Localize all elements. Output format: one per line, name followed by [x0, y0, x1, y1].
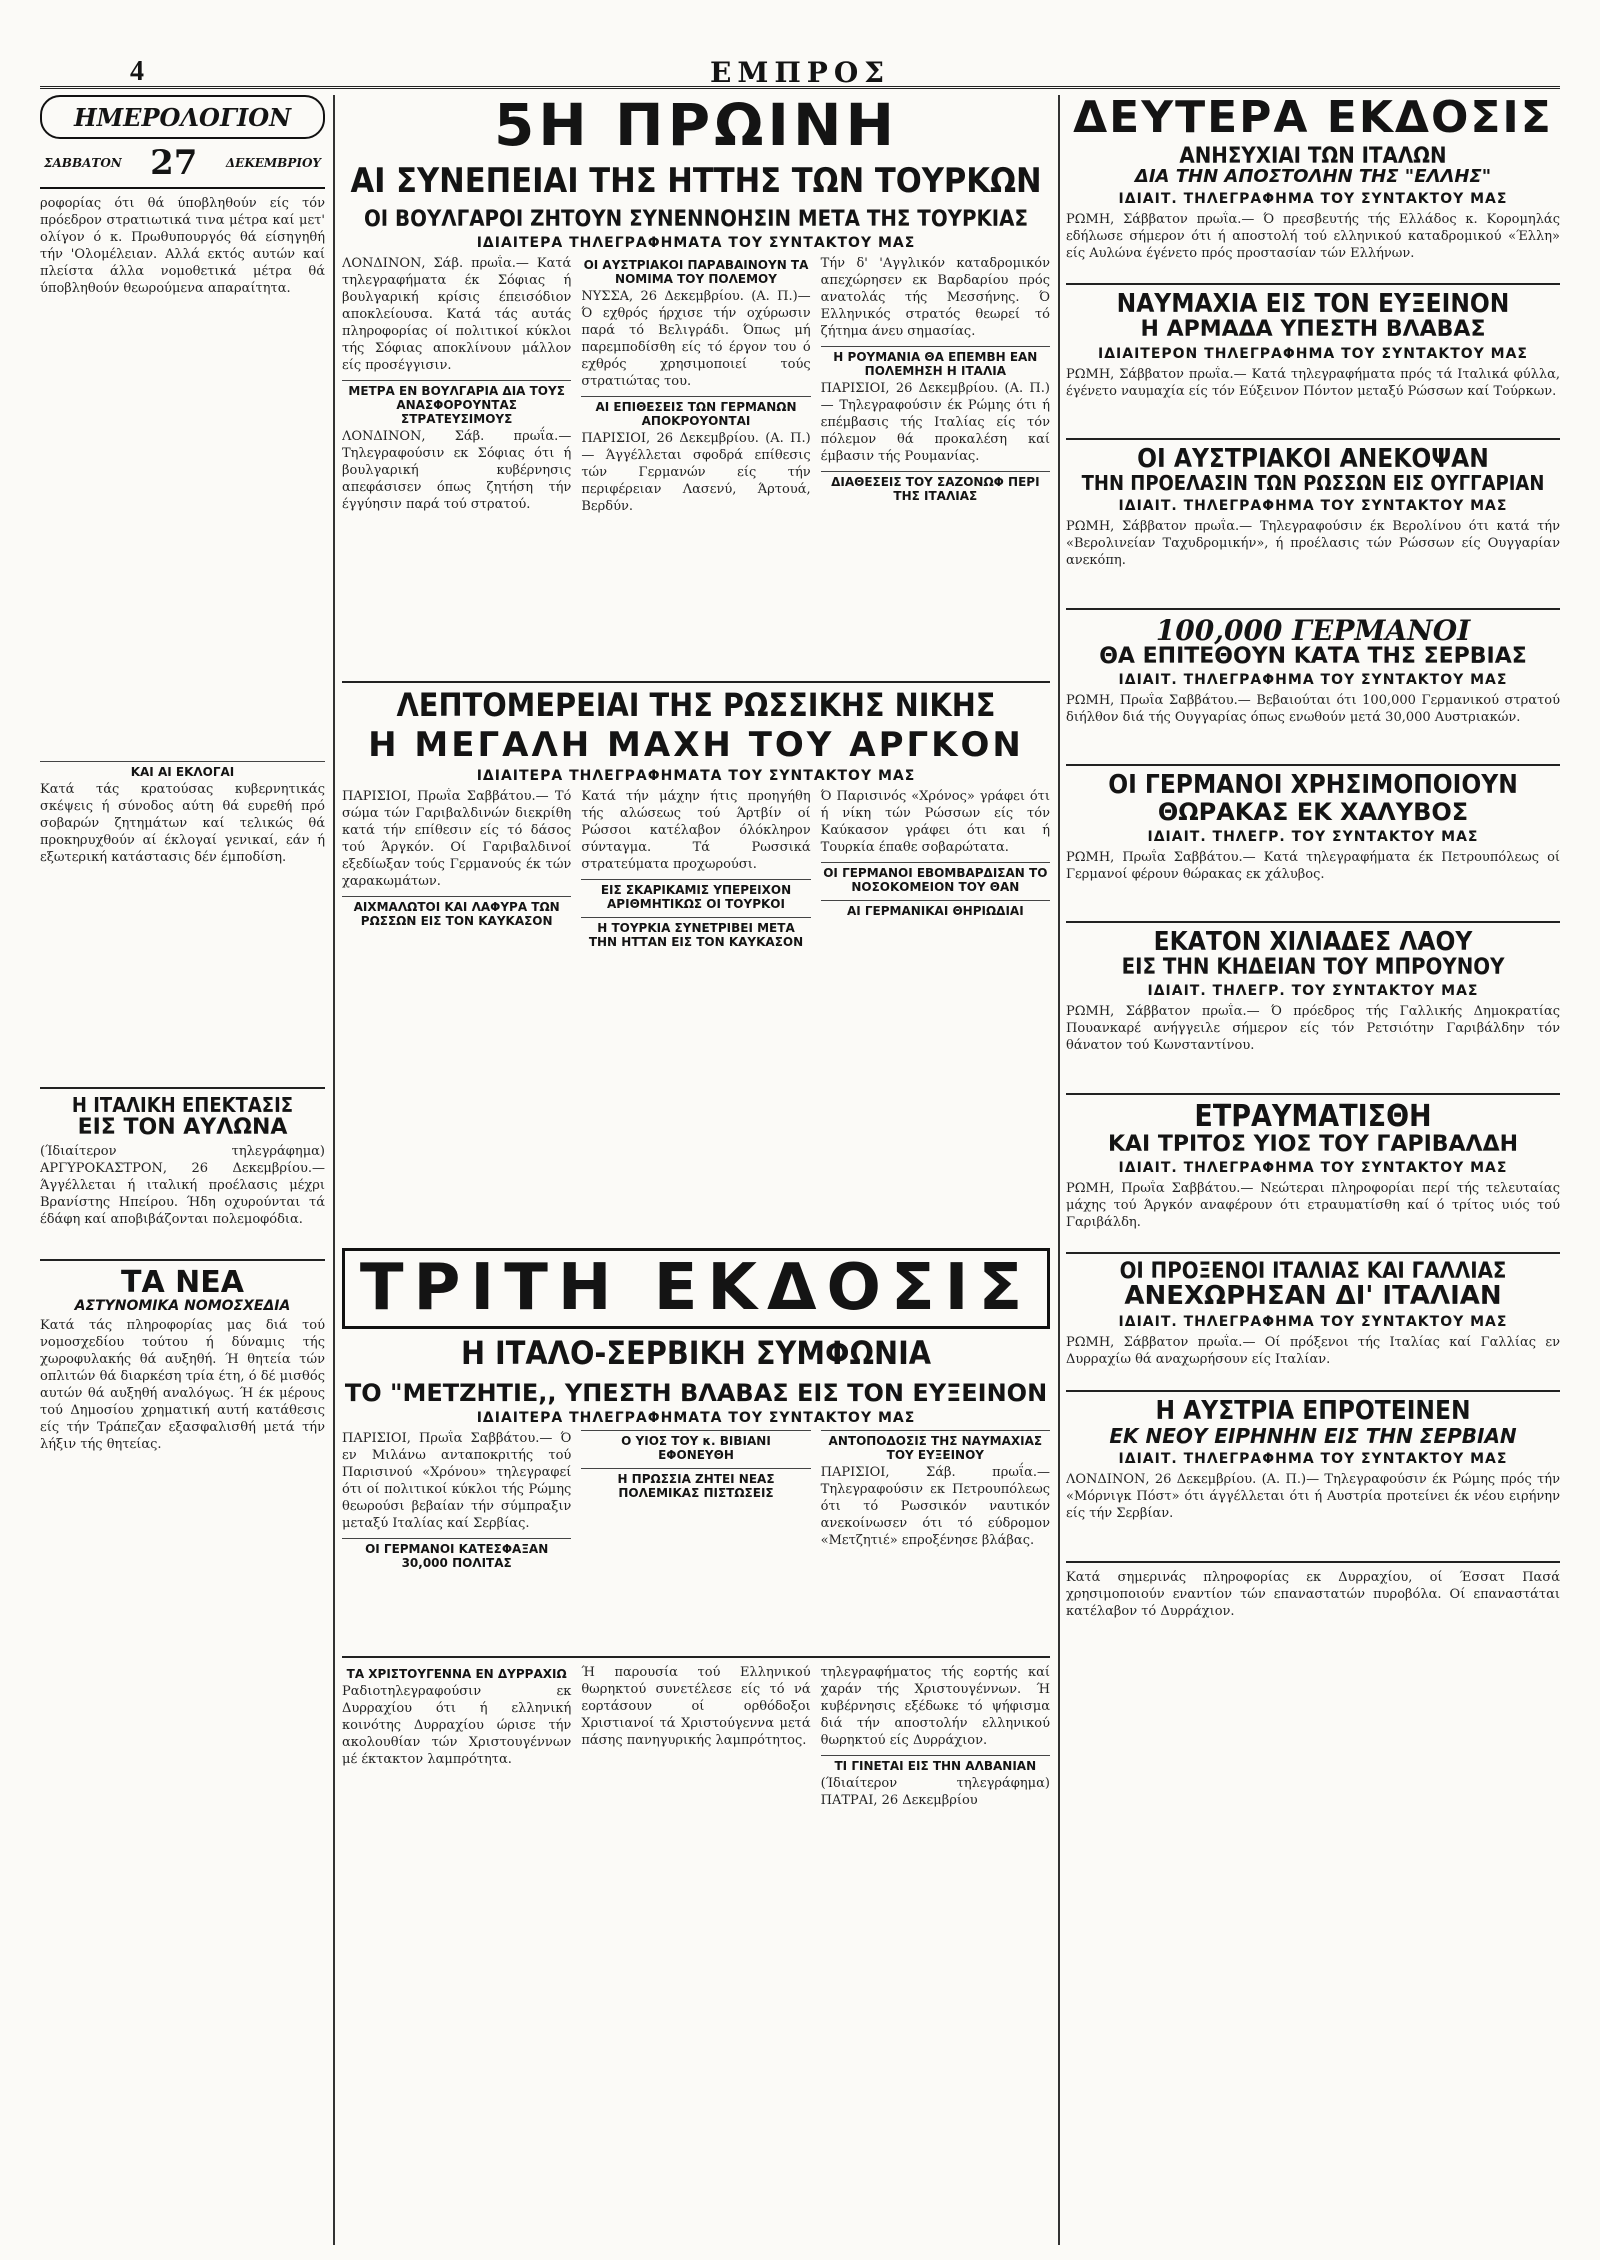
- third-edition-banner: [342, 1248, 1050, 1329]
- kicker: ΙΔΙΑΙΤ. ΤΗΛΕΓΡΑΦΗΜΑ ΤΟΥ ΣΥΝΤΑΚΤΟΥ ΜΑΣ: [1118, 672, 1508, 689]
- article-columns: [342, 1664, 1050, 1834]
- article-text: ροφορίας ότι θά ύποβληθούν είς τόν πρόεδρον στρατιωτικά τινα μέτρα καί μετ' ολίγον ό κ. Πρωθυπουργός θά είσηγηθή τήν 'Ολομέλειαν. Αλλά εκτός αυτών καί πλείστα άλλα νομοθετικά μέτρα θά ύποβληθούν θεωρούμενα απαραίτητα.: [40, 196, 325, 296]
- article-text: Κατά τάς κρατούσας κυβερνητικάς σκέψεις ή σύνοδος αύτη θά ευρεθή πρό σοβαρών ζητημάτων καί τελικώς θά προκηρυχθούν αί έκλογαί γενικαί, εάν ή εξωτερική κατάστασις δέν έμποδίση.: [40, 782, 325, 865]
- kicker: ΙΔΙΑΙΤ. ΤΗΛΕΓΡΑΦΗΜΑ ΤΟΥ ΣΥΝΤΑΚΤΟΥ ΜΑΣ: [1118, 1314, 1508, 1331]
- article-column: [581, 1430, 810, 1650]
- article-subheading: Ο ΥΙΟΣ ΤΟΥ κ. ΒΙΒΙΑΝΙ ΕΦΟΝΕΥΘΗ: [581, 1430, 810, 1462]
- article-subheading: Η ΤΟΥΡΚΙΑ ΣΥΝΕΤΡΙΒΕΙ ΜΕΤΑ ΤΗΝ ΗΤΤΑΝ ΕΙΣ ΤΟΝ ΚΑΥΚΑΣΟΝ: [581, 917, 810, 949]
- article-headline: ΕΙΣ ΤΟΝ ΑΥΛΩΝΑ: [77, 1115, 288, 1140]
- article-text: ΡΩΜΗ, Σάββατον πρωΐα.— Τηλεγραφούσιν έκ Βερολίνου ότι κατά τήν «Βερολινείαν Ταχυδρομικήν», ή προέλασις τών Ρώσσων είς Ουγγαρίαν ανεκόπη.: [1066, 518, 1560, 568]
- article-text: ΡΩΜΗ, Πρωΐα Σαββάτου.— Κατά τηλεγραφήματα έκ Πετρουπόλεως οί Γερμανοί φέρουν θώρακας εκ χάλυβος.: [1066, 849, 1560, 882]
- article-column: [581, 1664, 810, 1834]
- kicker: ΙΔΙΑΙΤ. ΤΗΛΕΓΡ. ΤΟΥ ΣΥΝΤΑΚΤΟΥ ΜΑΣ: [1147, 983, 1479, 1000]
- edition-headline: 5Η ΠΡΩΙΝΗ: [493, 95, 899, 159]
- article-text: ΡΩΜΗ, Σάββατον πρωΐα.— Ό πρεσβευτής τής Ελλάδος κ. Κορομηλάς εδήλωσε σήμερον ότι ή αποστολή τού ελληνικού καταδρομικού «Έλλη» είς Αυλώνα έγένετο πρός προστασίαν τών Ελλήνων.: [1066, 212, 1560, 262]
- article-headline: ΕΚ ΝΕΟΥ ΕΙΡΗΝΗΝ ΕΙΣ ΤΗΝ ΣΕΡΒΙΑΝ: [1109, 1423, 1517, 1448]
- article-text: ΠΑΡΙΣΙΟΙ, 26 Δεκεμβρίου. (Α. Π.)— Άγγέλλεται σφοδρά επίθεσις τών Γερμανών είς τήν περιφέρειαν Λασενύ, Άρτουά, Βερδύν.: [581, 430, 811, 514]
- article-text: ΡΩΜΗ, Σάββατον πρωΐα.— Οί πρόξενοι τής Ιταλίας καί Γαλλίας εν Δυρραχίω θά αναχωρήσουν είς Ιταλίαν.: [1066, 1335, 1560, 1368]
- article-column: [342, 255, 571, 675]
- article-subheading: ΑΝΤΟΠΟΔΟΣΙΣ ΤΗΣ ΝΑΥΜΑΧΙΑΣ ΤΟΥ ΕΥΞΕΙΝΟΥ: [821, 1430, 1050, 1462]
- column-rule: [1058, 95, 1060, 2245]
- article-subheading: ΑΙΧΜΑΛΩΤΟΙ ΚΑΙ ΛΑΦΥΡΑ ΤΩΝ ΡΩΣΣΩΝ ΕΙΣ ΤΟΝ ΚΑΥΚΑΣΟΝ: [342, 896, 571, 928]
- article-column: [342, 1664, 571, 1834]
- article-headline: ΑΝΗΣΥΧΙΑΙ ΤΩΝ ΙΤΑΛΩΝ: [1179, 144, 1447, 170]
- article-subheading: ΑΙ ΕΠΙΘΕΣΕΙΣ ΤΩΝ ΓΕΡΜΑΝΩΝ ΑΠΟΚΡΟΥΟΝΤΑΙ: [581, 396, 810, 428]
- article-text: Κατά τήν μάχην ήτις προηγήθη τής αλώσεως τού Άρτβίν οί Ρώσσοι κατέλαβον όλόκληρον σύνταγμα. Τά Ρωσσικά στρατεύματα προχωρούσι.: [581, 788, 811, 872]
- article-headline: ΑΝΕΧΩΡΗΣΑΝ ΔΙ' ΙΤΑΛΙΑΝ: [1124, 1280, 1502, 1311]
- article-text: ΠΑΡΙΣΙΟΙ, 26 Δεκεμβρίου. (Α. Π.)— Τηλεγραφούσιν έκ Ρώμης ότι ή επέμβασις τής Ιταλίας είς τόν πόλεμον θά προκαλέση καί έμβασιν τής Ρουμανίας.: [820, 380, 1050, 464]
- edition-headline: ΔΕΥΤΕΡΑ ΕΚΔΟΣΙΣ: [1073, 95, 1553, 143]
- article-subheading: ΟΙ ΑΥΣΤΡΙΑΚΟΙ ΠΑΡΑΒΑΙΝΟΥΝ ΤΑ ΝΟΜΙΜΑ ΤΟΥ ΠΟΛΕΜΟΥ: [583, 257, 809, 286]
- article-headline: ΟΙ ΓΕΡΜΑΝΟΙ ΧΡΗΣΙΜΟΠΟΙΟΥΝ: [1108, 770, 1518, 801]
- center-column: [342, 95, 1050, 1834]
- article-headline: ΟΙ ΑΥΣΤΡΙΑΚΟΙ ΑΝΕΚΟΨΑΝ: [1137, 443, 1489, 474]
- article-text: (Ίδιαίτερον τηλεγράφημα) ΑΡΓΥΡΟΚΑΣΤΡΟΝ, 26 Δεκεμβρίου.— Άγγέλλεται ή ιταλική προέλασις μέχρι Βρανίστης Ηπείρου. Ήδη οχυρούνται τά έδάφη καί αποβιβάζονται πολεμοφόδια.: [40, 1144, 325, 1228]
- sub-headline: ΤΟ "ΜΕΤΖΗΤΙΕ,, ΥΠΕΣΤΗ ΒΛΑΒΑΣ ΕΙΣ ΤΟΝ ΕΥΞΕΙΝΟΝ: [344, 1378, 1048, 1407]
- article-text: ΛΟΝΔΙΝΟΝ, Σάβ. πρωΐα.— Τηλεγραφούσιν εκ Σόφιας ότι ή βουλγαρική κυβέρνησις απεφάσισεν όπως ζητήση τήν έγγύησιν παρά τού στρατού.: [342, 428, 572, 512]
- article-text: ΡΩΜΗ, Πρωΐα Σαββάτου.— Βεβαιούται ότι 100,000 Γερμανικού στρατού διήλθον διά τής Ουγγαρίας όπως ενωθούν μετά 30,000 Αυστριακών.: [1066, 693, 1560, 726]
- article-text: ΡΩΜΗ, Σάββατον πρωΐα.— Κατά τηλεγραφήματα πρός τά Ιταλικά φύλλα, έγένετο ναυμαχία είς τόν Εύξεινον Πόντον μεταξύ Ρώσσων καί Τούρκων.: [1066, 366, 1560, 399]
- article-subheading: ΤΙ ΓΙΝΕΤΑΙ ΕΙΣ ΤΗΝ ΑΛΒΑΝΙΑΝ: [821, 1755, 1050, 1773]
- calendar-weekday: ΣΑΒΒΑΤΟΝ: [44, 156, 122, 170]
- kicker: ΙΔΙΑΙΤ. ΤΗΛΕΓΡΑΦΗΜΑ ΤΟΥ ΣΥΝΤΑΚΤΟΥ ΜΑΣ: [1118, 191, 1508, 208]
- article-text: ΝΥΣΣΑ, 26 Δεκεμβρίου. (Α. Π.)— Ό εχθρός ήρχισε τήν οχύρωσιν παρά τό Βελιγράδι. Όπως μή παρεμποδίσθη είς τό έργον του ό εχθρός χρησιμοποιεί τούς στρατιώτας του.: [581, 288, 811, 389]
- article-text: τηλεγραφήματος τής εορτής καί χαράν τής Χριστουγέννων. Ή κυβέρνησις εξέδωκε τό ψήφισμα διά τήν αποστολήν ελληνικού θωρηκτού είς Δυρράχιον.: [820, 1664, 1050, 1748]
- article-text: Κατά σημερινάς πληροφορίας εκ Δυρραχίου, οί Έσσατ Πασά χρησιμοποιούν εναντίον τών επαναστατών πυροβόλα. Οί επαναστάται κατέλαβον τό Δυρράχιον.: [1066, 1569, 1560, 1619]
- edition-headline: ΤΡΙΤΗ ΕΚΔΟΣΙΣ: [359, 1250, 1033, 1325]
- article-headline: ΛΕΠΤΟΜΕΡΕΙΑΙ ΤΗΣ ΡΩΣΣΙΚΗΣ ΝΙΚΗΣ: [396, 685, 996, 724]
- article-column: [342, 788, 571, 1238]
- article-column: [821, 1664, 1050, 1834]
- article-subheading: ΑΙ ΓΕΡΜΑΝΙΚΑΙ ΘΗΡΙΩΔΙΑΙ: [821, 900, 1050, 918]
- article-subheading: ΔΙΑΘΕΣΕΙΣ ΤΟΥ ΣΑΖΟΝΩΦ ΠΕΡΙ ΤΗΣ ΙΤΑΛΙΑΣ: [821, 471, 1050, 503]
- kicker: ΙΔΙΑΙΤΕΡΑ ΤΗΛΕΓΡΑΦΗΜΑΤΑ ΤΟΥ ΣΥΝΤΑΚΤΟΥ ΜΑΣ: [476, 767, 916, 784]
- main-headline: Η ΙΤΑΛΟ-ΣΕΡΒΙΚΗ ΣΥΜΦΩΝΙΑ: [460, 1334, 932, 1373]
- article-column: [581, 788, 810, 1238]
- article-subheading: ΟΙ ΓΕΡΜΑΝΟΙ ΕΒΟΜΒΑΡΔΙΣΑΝ ΤΟ ΝΟΣΟΚΟΜΕΙΟΝ ΤΟΥ ΘΑΝ: [821, 862, 1050, 894]
- kicker: ΙΔΙΑΙΤ. ΤΗΛΕΓΡΑΦΗΜΑ ΤΟΥ ΣΥΝΤΑΚΤΟΥ ΜΑΣ: [1118, 1159, 1508, 1176]
- left-column: [40, 95, 325, 2217]
- article-subheading: ΜΕΤΡΑ ΕΝ ΒΟΥΛΓΑΡΙΑ ΔΙΑ ΤΟΥΣ ΑΝΑΣΦΟΡΟΥΝΤΑΣ ΣΤΡΑΤΕΥΣΙΜΟΥΣ: [342, 380, 571, 426]
- article-headline: Η ΑΥΣΤΡΙΑ ΕΠΡΟΤΕΙΝΕΝ: [1155, 1396, 1471, 1427]
- article-column: [342, 1430, 571, 1650]
- article-column: [581, 255, 810, 675]
- article-text: (Ίδιαίτερον τηλεγράφημα) ΠΑΤΡΑΙ, 26 Δεκεμβρίου: [820, 1775, 1050, 1808]
- article-headline: Η ΑΡΜΑΔΑ ΥΠΕΣΤΗ ΒΛΑΒΑΣ: [1140, 317, 1486, 343]
- kicker: ΙΔΙΑΙΤ. ΤΗΛΕΓΡ. ΤΟΥ ΣΥΝΤΑΚΤΟΥ ΜΑΣ: [1147, 828, 1479, 845]
- newspaper-title: ΕΜΠΡΟΣ: [709, 56, 891, 89]
- masthead: [40, 56, 1560, 89]
- article-headline: ΑΣΤΥΝΟΜΙΚΑ ΝΟΜΟΣΧΕΔΙΑ: [74, 1297, 291, 1314]
- article-subheading: ΕΙΣ ΣΚΑΡΙΚΑΜΙΣ ΥΠΕΡΕΙΧΟΝ ΑΡΙΘΜΗΤΙΚΩΣ ΟΙ ΤΟΥΡΚΟΙ: [581, 879, 810, 911]
- column-rule: [333, 95, 335, 2245]
- article-headline: ΔΙΑ ΤΗΝ ΑΠΟΣΤΟΛΗΝ ΤΗΣ "ΕΛΛΗΣ": [1134, 166, 1492, 188]
- right-column: [1066, 95, 1560, 1669]
- article-subheading: Η ΡΟΥΜΑΝΙΑ ΘΑ ΕΠΕΜΒΗ ΕΑΝ ΠΟΛΕΜΗΣΗ Η ΙΤΑΛΙΑ: [821, 346, 1050, 378]
- article-subheading: ΟΙ ΓΕΡΜΑΝΟΙ ΚΑΤΕΣΦΑΞΑΝ 30,000 ΠΟΛΙΤΑΣ: [342, 1538, 571, 1570]
- article-text: ΠΑΡΙΣΙΟΙ, Πρωΐα Σαββάτου.— Τό σώμα τών Γαριβαλδινών διεκρίθη κατά τήν επίθεσιν είς τό δάσος τού Άργκόν. Οί Γαριβαλδινοί εξεδίωξαν τούς Γερμανούς έκ τών χαρακωμάτων.: [342, 788, 572, 889]
- sub-headline: ΟΙ ΒΟΥΛΓΑΡΟΙ ΖΗΤΟΥΝ ΣΥΝΕΝΝΟΗΣΙΝ ΜΕΤΑ ΤΗΣ ΤΟΥΡΚΙΑΣ: [363, 206, 1029, 232]
- article-text: ΠΑΡΙΣΙΟΙ, Πρωΐα Σαββάτου.— Ό εν Μιλάνω ανταποκριτής τού Παρισινού «Χρόνου» τηλεγραφεί ότι οί πολιτικοί κύκλοι τής Ρώμης θεωρούσι βεβαίαν τήν σύμπραξιν μεταξύ Ιταλίας καί Σερβίας.: [342, 1430, 572, 1531]
- article-column: [821, 1430, 1050, 1650]
- article-text: ΡΩΜΗ, Πρωΐα Σαββάτου.— Νεώτεραι πληροφορίαι περί τής τελευταίας μάχης τού Άργκόν αναφέρουν ότι ετραυματίσθη καί ό τρίτος υιός τού Γαριβάλδη.: [1066, 1180, 1560, 1230]
- article-text: ΡΩΜΗ, Σάββατον πρωΐα.— Ό πρόεδρος τής Γαλλικής Δημοκρατίας Πουανκαρέ ανήγγειλε σήμερον είς τόν Ρετσιότην Γαριβάλδην τόν θάνατον τού Κωνσταντίνου.: [1066, 1004, 1560, 1054]
- article-subheading: ΤΑ ΧΡΙΣΤΟΥΓΕΝΝΑ ΕΝ ΔΥΡΡΑΧΙΩ: [346, 1666, 567, 1681]
- page-number: 4: [130, 56, 144, 87]
- calendar-day: 27: [150, 143, 198, 183]
- article-columns: [342, 788, 1050, 1238]
- article-text: ΠΑΡΙΣΙΟΙ, Σάβ. πρωΐα.— Τηλεγραφούσιν εκ Πετρουπόλεως ότι τό Ρωσσικόν ναυτικόν ανεκοίνωσεν ότι τό εύδρομον «Μετζητιέ» επροξένησε βλάβας.: [820, 1464, 1050, 1548]
- article-columns: [342, 1430, 1050, 1650]
- article-column: [821, 255, 1050, 675]
- article-column: [821, 788, 1050, 1238]
- calendar-date: [40, 139, 325, 189]
- article-headline: ΟΙ ΠΡΟΞΕΝΟΙ ΙΤΑΛΙΑΣ ΚΑΙ ΓΑΛΛΙΑΣ: [1119, 1258, 1507, 1284]
- article-text: Ή παρουσία τού Ελληνικού θωρηκτού συνετέλεσε είς τό νά εορτάσουν οί ορθόδοξοι Χριστιανοί τά Χριστούγεννα μετά πάσης πανηγυρικής λαμπρότητος.: [581, 1664, 811, 1748]
- article-text: ΛΟΝΔΙΝΟΝ, 26 Δεκεμβρίου. (Α. Π.)— Τηλεγραφούσιν έκ Ρώμης πρός τήν «Μόρνιγκ Πόστ» ότι άγγέλλεται ότι ή Αυστρία προτείνει έκ νέου ειρήνην είς τήν Σερβίαν.: [1066, 1471, 1560, 1521]
- article-headline: ΕΚΑΤΟΝ ΧΙΛΙΑΔΕΣ ΛΑΟΥ: [1153, 926, 1473, 957]
- kicker: ΙΔΙΑΙΤ. ΤΗΛΕΓΡΑΦΗΜΑ ΤΟΥ ΣΥΝΤΑΚΤΟΥ ΜΑΣ: [1118, 1450, 1508, 1467]
- article-headline: ΕΤΡΑΥΜΑΤΙΣΘΗ: [1194, 1099, 1432, 1135]
- article-headline: 100,000 ΓΕΡΜΑΝΟΙ: [1155, 613, 1471, 647]
- article-text: Ραδιοτηλεγραφούσιν εκ Δυρραχίου ότι ή ελληνική κοινότης Δυρραχίου ώρισε τήν ακολουθίαν τών Χριστουγέννων μέ έκτακτον λαμπρότητα.: [342, 1683, 572, 1767]
- article-headline: ΚΑΙ ΤΡΙΤΟΣ ΥΙΟΣ ΤΟΥ ΓΑΡΙΒΑΛΔΗ: [1107, 1131, 1519, 1157]
- article-headline: ΤΑ ΝΕΑ: [121, 1265, 244, 1301]
- article-text: ΛΟΝΔΙΝΟΝ, Σάβ. πρωΐα.— Κατά τηλεγραφήματα έκ Σόφιας ή βουλγαρική κρίσις έπεισόδιον αποκλείουσα. Κατά τάς αυτάς πληροφορίας οί πολιτικοί κύκλοι τής Σόφιας αποκλίνουν μάλλον είς προσέγγισιν.: [342, 255, 572, 373]
- article-text: Κατά τάς πληροφορίας μας διά τού νομοσχεδίου τούτου ή δύναμις τής χωροφυλακής θά αυξηθή. Ή θητεία τών οπλιτών θά διαρκέση τρία έτη, ό δέ μισθός αυτών θά αυξηθή αναλόγως. Ή έκ μέρους τού Δημοσίου χρηματική αυτή κατάθεσις είς τήν Τράπεζαν εξασφαλισθή μετά τήν λήξιν τής θητείας.: [40, 1318, 325, 1453]
- article-subheading: ΚΑΙ ΑΙ ΕΚΛΟΓΑΙ: [40, 761, 325, 779]
- kicker: ΙΔΙΑΙΤ. ΤΗΛΕΓΡΑΦΗΜΑ ΤΟΥ ΣΥΝΤΑΚΤΟΥ ΜΑΣ: [1118, 497, 1508, 514]
- article-columns: [342, 255, 1050, 675]
- article-text: Τήν δ' 'Αγγλικόν καταδρομικόν απεχώρησεν εκ Βαρδαρίου πρός ανατολάς τής Μεσσήνης. Ό Ελληνικός στρατός θεωρεί τό ζήτημα άνευ σημασίας.: [820, 255, 1050, 339]
- article-headline: Η ΜΕΓΑΛΗ ΜΑΧΗ ΤΟΥ ΑΡΓΚΟΝ: [368, 725, 1024, 766]
- article-headline: ΤΗΝ ΠΡΟΕΛΑΣΙΝ ΤΩΝ ΡΩΣΣΩΝ ΕΙΣ ΟΥΓΓΑΡΙΑΝ: [1081, 470, 1545, 495]
- article-subheading: Η ΠΡΩΣΣΙΑ ΖΗΤΕΙ ΝΕΑΣ ΠΟΛΕΜΙΚΑΣ ΠΙΣΤΩΣΕΙΣ: [581, 1468, 810, 1500]
- article-headline: ΘΩΡΑΚΑΣ ΕΚ ΧΑΛΥΒΟΣ: [1157, 797, 1469, 826]
- kicker: ΙΔΙΑΙΤΕΡΟΝ ΤΗΛΕΓΡΑΦΗΜΑ ΤΟΥ ΣΥΝΤΑΚΤΟΥ ΜΑΣ: [1097, 345, 1528, 362]
- calendar-title: ΗΜΕΡΟΛΟΓΙΟΝ: [40, 95, 325, 139]
- kicker: ΙΔΙΑΙΤΕΡΑ ΤΗΛΕΓΡΑΦΗΜΑΤΑ ΤΟΥ ΣΥΝΤΑΚΤΟΥ ΜΑΣ: [476, 1409, 916, 1426]
- article-headline: ΝΑΥΜΑΧΙΑ ΕΙΣ ΤΟΝ ΕΥΞΕΙΝΟΝ: [1116, 289, 1510, 320]
- article-headline: ΕΙΣ ΤΗΝ ΚΗΔΕΙΑΝ ΤΟΥ ΜΠΡΟΥΝΟΥ: [1121, 955, 1505, 981]
- kicker: ΙΔΙΑΙΤΕΡΑ ΤΗΛΕΓΡΑΦΗΜΑΤΑ ΤΟΥ ΣΥΝΤΑΚΤΟΥ ΜΑΣ: [476, 234, 916, 251]
- calendar-month: ΔΕΚΕΜΒΡΙΟΥ: [225, 156, 321, 170]
- article-headline: ΘΑ ΕΠΙΤΕΘΟΥΝ ΚΑΤΑ ΤΗΣ ΣΕΡΒΙΑΣ: [1099, 644, 1527, 670]
- article-text: Ό Παρισινός «Χρόνος» γράφει ότι ή νίκη τών Ρώσσων είς τόν Καύκασον γράφει ότι και ή Τουρκία έπαθε σοβαρώτατα.: [820, 788, 1050, 855]
- main-headline: ΑΙ ΣΥΝΕΠΕΙΑΙ ΤΗΣ ΗΤΤΗΣ ΤΩΝ ΤΟΥΡΚΩΝ: [350, 160, 1042, 201]
- article-headline: Η ΙΤΑΛΙΚΗ ΕΠΕΚΤΑΣΙΣ: [71, 1093, 294, 1117]
